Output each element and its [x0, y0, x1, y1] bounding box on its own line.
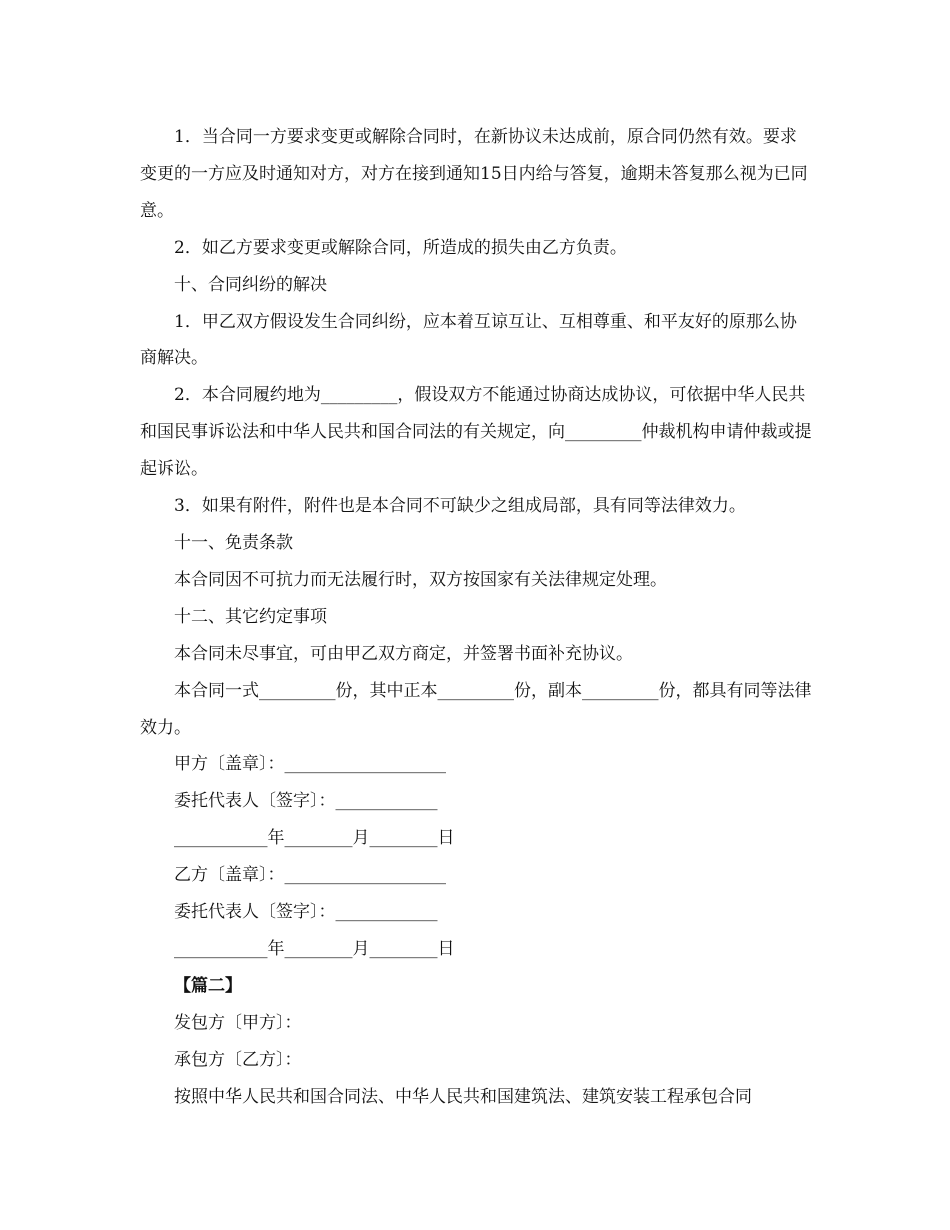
- contractor-line: 承包方〔乙方〕：: [174, 1049, 302, 1070]
- clause-arbitration: 2．本合同履约地为_________，假设双方不能通过协商达成协议，可依据中华人民共和国民事诉讼法和中华人民共和国合同法的有关规定，向_________仲裁机构申请仲裁或提起诉讼。: [140, 385, 812, 480]
- clause-supplementary-agreement: 本合同未尽事宜，可由甲乙双方商定，并签署书面补充协议。: [174, 643, 633, 664]
- document-body: [140, 119, 812, 1115]
- section-heading-disputes: 十、合同纠纷的解决: [174, 274, 327, 295]
- clause-party-b-change: 2．如乙方要求变更或解除合同，所造成的损失由乙方负责。: [174, 237, 627, 258]
- part-two-heading: 【篇二】: [174, 975, 242, 996]
- party-a-date-line: ___________年________月________日: [174, 828, 455, 849]
- party-a-representative-line: 委托代表人〔签字〕：____________: [174, 791, 438, 812]
- clause-attachments: 3．如果有附件，附件也是本合同不可缺少之组成局部，具有同等法律效力。: [174, 496, 746, 517]
- party-b-representative-line: 委托代表人〔签字〕：____________: [174, 902, 438, 923]
- employer-line: 发包方〔甲方〕：: [174, 1012, 302, 1033]
- party-b-date-line: ___________年________月________日: [174, 938, 455, 959]
- party-b-seal-line: 乙方〔盖章〕：___________________: [174, 865, 446, 886]
- clause-copies: 本合同一式_________份，其中正本_________份，副本_________份，都具有同等法律效力。: [140, 680, 812, 738]
- clause-dispute-negotiation: 1．甲乙双方假设发生合同纠纷，应本着互谅互让、互相尊重、和平友好的原那么协商解决。: [140, 311, 797, 369]
- section-heading-other-matters: 十二、其它约定事项: [174, 606, 327, 627]
- party-a-seal-line: 甲方〔盖章〕：___________________: [174, 754, 446, 775]
- section-heading-exemption: 十一、免责条款: [174, 532, 293, 553]
- clause-change-notice: 1．当合同一方要求变更或解除合同时，在新协议未达成前，原合同仍然有效。要求变更的一方应及时通知对方，对方在接到通知15日内给与答复，逾期未答复那么视为已同意。: [140, 127, 808, 221]
- part-two-intro: 按照中华人民共和国合同法、中华人民共和国建筑法、建筑安装工程承包合同: [174, 1086, 752, 1107]
- clause-force-majeure: 本合同因不可抗力而无法履行时，双方按国家有关法律规定处理。: [174, 569, 667, 590]
